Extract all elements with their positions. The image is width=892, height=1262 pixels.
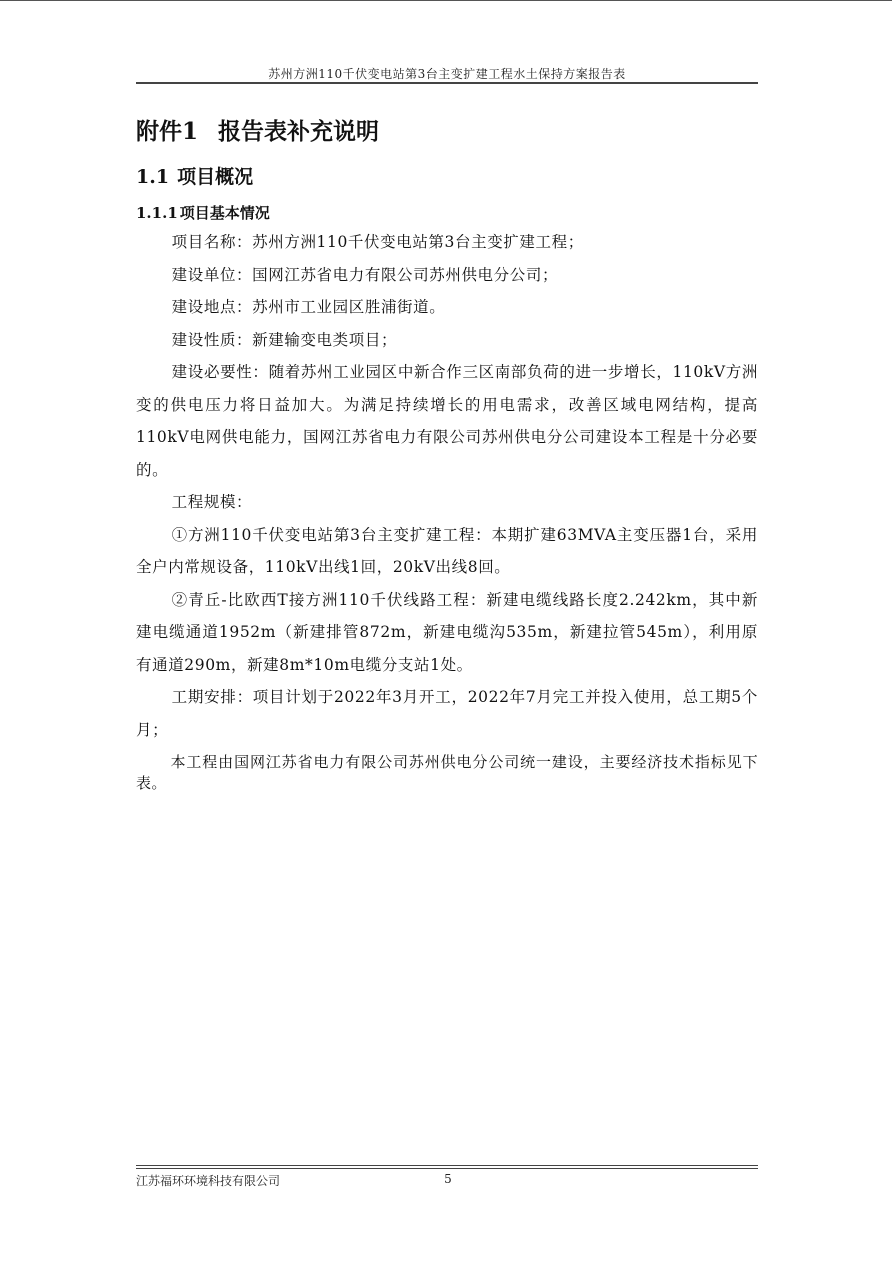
paragraph-summary: 本工程由国网江苏省电力有限公司苏州供电分公司统一建设，主要经济技术指标见下表。 [136,753,758,792]
paragraph-construction-nature: 建设性质：新建输变电类项目； [171,330,398,349]
page-top-border [0,0,892,1]
paragraph-scale-item-1: ①方洲110千伏变电站第3台主变扩建工程：本期扩建63MVA主变压器1台，采用全户内常规设备，110kV出线1回，20kV出线8回。 [136,525,758,576]
paragraph-schedule: 工期安排：项目计划于2022年3月开工，2022年7月完工并投入使用，总工期5个月； [136,688,758,739]
page-number: 5 [444,1172,452,1186]
paragraph-project-name: 项目名称：苏州方洲110千伏变电站第3台主变扩建工程； [171,233,584,251]
footer-rule-lower [136,1168,758,1169]
appendix-heading [136,112,758,152]
paragraph-scale-item-2: ②青丘-比欧西T接方洲110千伏线路工程：新建电缆线路长度2.242km，其中新建电缆通道1952m（新建排管872m，新建电缆沟535m，新建拉管545m），利用原有通道290m，新建8m*10m电缆分支站1处。 [136,590,758,674]
paragraph-necessity: 建设必要性：随着苏州工业园区中新合作三区南部负荷的进一步增长，110kV方洲变的供电压力将日益加大。为满足持续增长的用电需求，改善区域电网结构，提高110kV电网供电能力，国网江苏省电力有限公司苏州供电分公司建设本工程是十分必要的。 [136,363,758,479]
paragraph-scale-label: 工程规模： [171,493,253,511]
subsection-title: 项目基本情况 [179,204,270,222]
section-title: 项目概况 [177,166,254,188]
footer-company: 江苏福环环境科技有限公司 [136,1174,281,1188]
section-heading [136,160,758,194]
running-header: 苏州方洲110千伏变电站第3台主变扩建工程水土保持方案报告表 [268,67,626,81]
header-rule [136,82,758,84]
appendix-number: 附件1 [136,118,199,145]
subsection-heading [136,200,758,226]
paragraph-construction-site: 建设地点：苏州市工业园区胜浦街道。 [171,298,446,316]
document-body [136,112,758,794]
paragraph-construction-unit: 建设单位：国网江苏省电力有限公司苏州供电分公司； [171,265,559,284]
appendix-title: 报告表补充说明 [218,118,380,145]
section-number: 1.1 [136,166,170,188]
footer-rule-upper [136,1165,758,1166]
subsection-number: 1.1.1 [136,204,178,222]
